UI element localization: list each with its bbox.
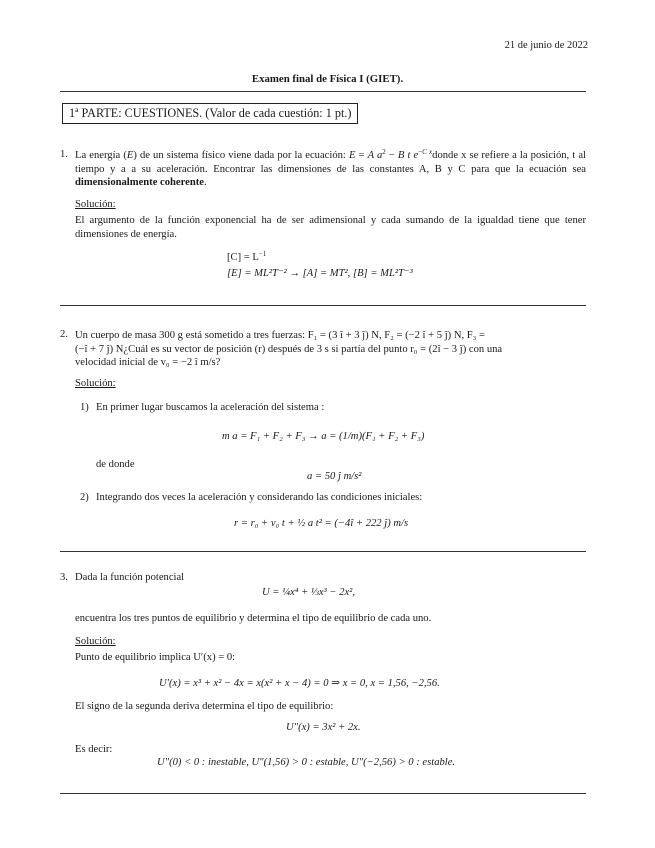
q3-eq-potential: U = ¼x⁴ + ⅓x³ − 2x², (262, 587, 355, 598)
header-divider (60, 91, 586, 92)
q2-eq-accel: a = 50 ĵ m/s² (307, 471, 362, 482)
q2-line-3: velocidad inicial de v₀ = −2 î m/s? (75, 357, 221, 368)
q2-de-donde: de donde (96, 459, 135, 470)
q1-bold-phrase: dimensionalmente coherente (75, 177, 204, 189)
q1-divider (60, 305, 586, 306)
q2-divider (60, 551, 586, 552)
q2-step2-text: Integrando dos veces la aceleración y considerando las condiciones iniciales: (96, 492, 423, 503)
q1-eq-c-exp: −1 (258, 250, 267, 258)
q2-step2-number: 2) (80, 492, 89, 503)
q3-number: 3. (60, 572, 68, 583)
q1-text-b: ) de un sistema físico viene dada por la ecuación: (133, 150, 349, 161)
q1-eq-dimensions: [E] = ML²T⁻² → [A] = MT², [B] = ML²T⁻³ (227, 268, 413, 279)
q3-eq-second-derivative: U″(x) = 3x² + 2x. (286, 722, 361, 733)
q2-eq-newton: m a = F₁ + F₂ + F₃ → a = (1/m)(F₁ + F₂ + F₃) (222, 431, 425, 442)
q3-es-decir: Es decir: (75, 744, 113, 755)
q3-line-1: Punto de equilibrio implica U′(x) = 0: (75, 652, 236, 663)
q3-divider (60, 793, 586, 794)
q2-step1-number: 1) (80, 402, 89, 413)
q2-eq-position: r = r₀ + v₀ t + ½ a t² = (−4î + 222 ĵ) m/s (234, 518, 409, 529)
q2-line-1: Un cuerpo de masa 300 g está sometido a tres fuerzas: F₁ = (3 î + 3 ĵ) N, F₂ = (−2 î + 5 ĵ) N, F₃ = (75, 330, 485, 341)
part-heading-box: 1ª PARTE: CUESTIONES. (Valor de cada cuestión: 1 pt.) (62, 103, 358, 124)
q2-solution-label: Solución: (75, 378, 116, 389)
q3-solution-label: Solución: (75, 636, 116, 647)
q1-end: . (203, 177, 207, 189)
q1-eq-c-text: [C] = L (227, 252, 259, 263)
q2-line-2: (−î + 7 ĵ) N¿Cuál es su vector de posición (r) después de 3 s si partía del punto r₀ = (2î − 3 ĵ) con una (75, 344, 503, 355)
exam-title: Examen final de Física I (GIET). (251, 73, 404, 85)
q1-solution-text: El argumento de la función exponencial ha de ser adimensional y cada sumando de la igualdad tiene que tener dimensiones de energía. (75, 215, 586, 240)
q2-step1-text: En primer lugar buscamos la aceleración del sistema : (96, 402, 325, 413)
q3-eq-result: U″(0) < 0 : inestable, U″(1,56) > 0 : estable, U″(−2,56) > 0 : estable. (157, 757, 456, 768)
q1-eq-c (227, 252, 266, 263)
q3-line-2: El signo de la segunda deriva determina el tipo de equilibrio: (75, 701, 334, 712)
q3-eq-derivative: U′(x) = x³ + x² − 4x = x(x² + x − 4) = 0 ⇒ x = 0, x = 1,56, −2,56. (159, 678, 440, 689)
q1-number: 1. (60, 149, 68, 160)
q1-solution-label: Solución: (75, 199, 116, 210)
q3-intro: Dada la función potencial (75, 572, 185, 583)
q3-task: encuentra los tres puntos de equilibrio y determina el tipo de equilibrio de cada uno. (75, 613, 432, 624)
q2-number: 2. (60, 329, 68, 340)
exam-date: 21 de junio de 2022 (504, 40, 588, 51)
q1-text-a: La energía ( (75, 150, 127, 161)
q1-statement: La energía (E) de un sistema físico viene dada por la ecuación: E = A $a^2 - B$ t $e^{-C x}donde$ x se refiere a la posición, t al tiempo y a a su aceleración. Encontrar las dimensiones de las constantes A, B y C para que la ecuación sea dimensionalmente coherente. (75, 148, 586, 189)
q1-text-c: donde x se refiere a la posición, t al tiempo y a a su aceleración. Encontrar las dimensiones de las constantes A, B y C para que la ecuación sea (75, 150, 586, 175)
